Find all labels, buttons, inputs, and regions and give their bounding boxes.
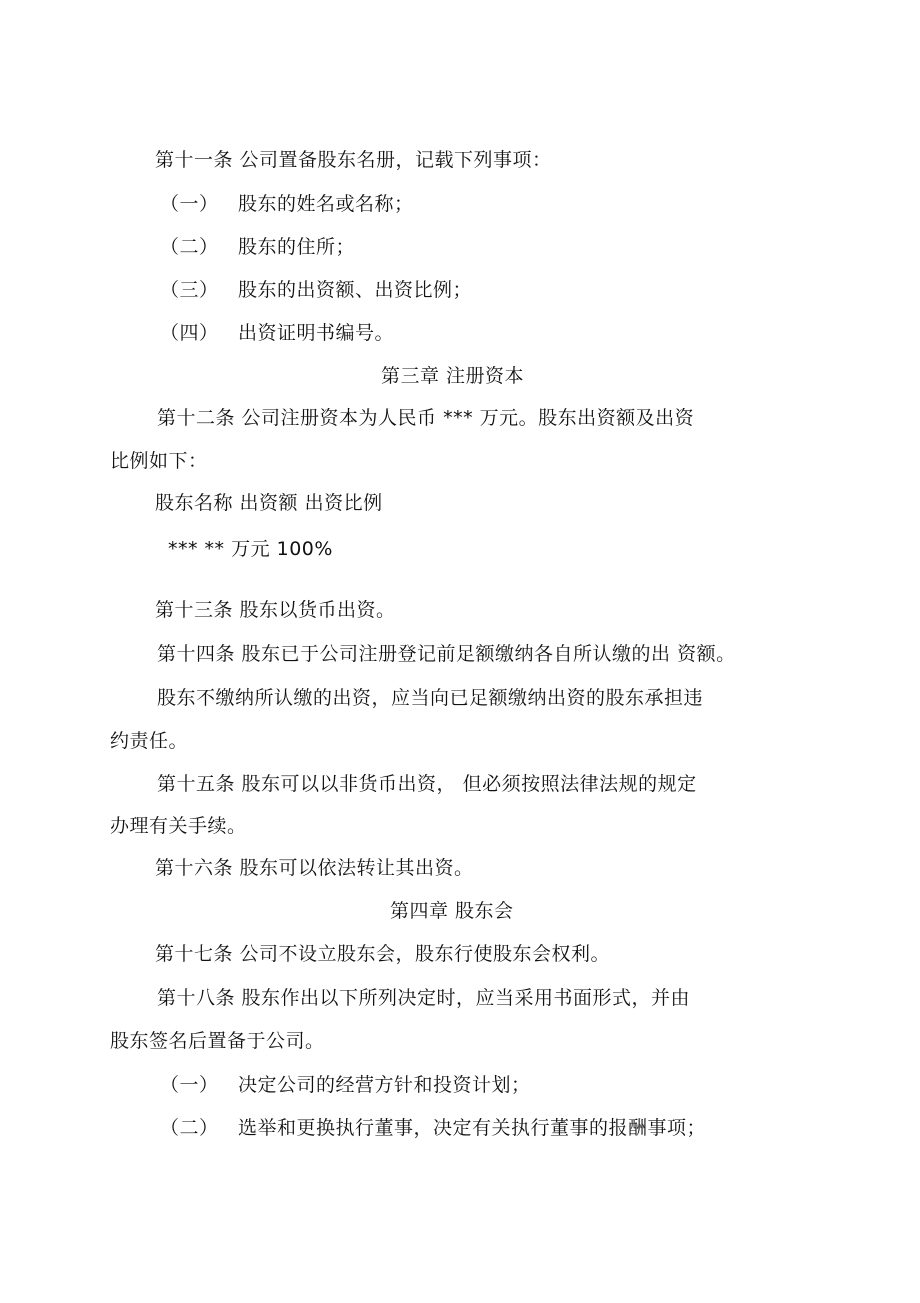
capital-table-header: 股东名称 出资额 出资比例 (155, 492, 383, 514)
item-text: 股东的住所； (238, 236, 356, 258)
item-number: （二） (160, 1117, 219, 1139)
article-11-item-4 (160, 321, 394, 345)
item-text: 股东的姓名或名称； (238, 193, 414, 215)
article-13: 第十三条 股东以货币出资。 (155, 599, 396, 621)
article-14-para-line-1: 股东不缴纳所认缴的出资，应当向已足额缴纳出资的股东承担违 (157, 687, 704, 709)
item-text: 决定公司的经营方针和投资计划； (238, 1074, 531, 1096)
article-11-item-2 (160, 235, 355, 259)
item-text: 股东的出资额、出资比例； (238, 279, 473, 301)
item-text: 出资证明书编号。 (238, 322, 395, 344)
item-number: （一） (160, 193, 219, 215)
article-18-item-2 (160, 1116, 706, 1140)
article-14-para-line-2: 约责任。 (110, 730, 189, 752)
article-15-line-1: 第十五条 股东可以以非货币出资， 但必须按照法律法规的规定 (157, 773, 697, 795)
item-number: （一） (160, 1074, 219, 1096)
article-11-item-3 (160, 278, 472, 302)
item-number: （四） (160, 322, 219, 344)
chapter-3-heading: 第三章 注册资本 (381, 365, 525, 387)
article-16: 第十六条 股东可以依法转让其出资。 (155, 857, 474, 879)
article-18-line-1: 第十八条 股东作出以下所列决定时，应当采用书面形式，并由 (157, 987, 691, 1009)
article-18-item-1 (160, 1073, 531, 1097)
article-12-line-2: 比例如下： (110, 450, 208, 472)
item-text: 选举和更换执行董事，决定有关执行董事的报酬事项； (238, 1117, 707, 1139)
chapter-4-heading: 第四章 股东会 (390, 900, 514, 922)
item-number: （二） (160, 236, 219, 258)
article-12-line-1: 第十二条 公司注册资本为人民币 *** 万元。股东出资额及出资 (157, 407, 695, 429)
article-14: 第十四条 股东已于公司注册登记前足额缴纳各自所认缴的出 资额。 (157, 643, 736, 665)
article-15-line-2: 办理有关手续。 (110, 815, 247, 837)
item-number: （三） (160, 279, 219, 301)
article-18-line-2: 股东签名后置备于公司。 (110, 1030, 325, 1052)
article-11-title: 第十一条 公司置备股东名册，记载下列事项： (155, 149, 552, 171)
article-11-item-1 (160, 192, 414, 216)
capital-table-row: *** ** 万元 100% (168, 538, 333, 560)
article-17: 第十七条 公司不设立股东会，股东行使股东会权利。 (155, 943, 611, 965)
